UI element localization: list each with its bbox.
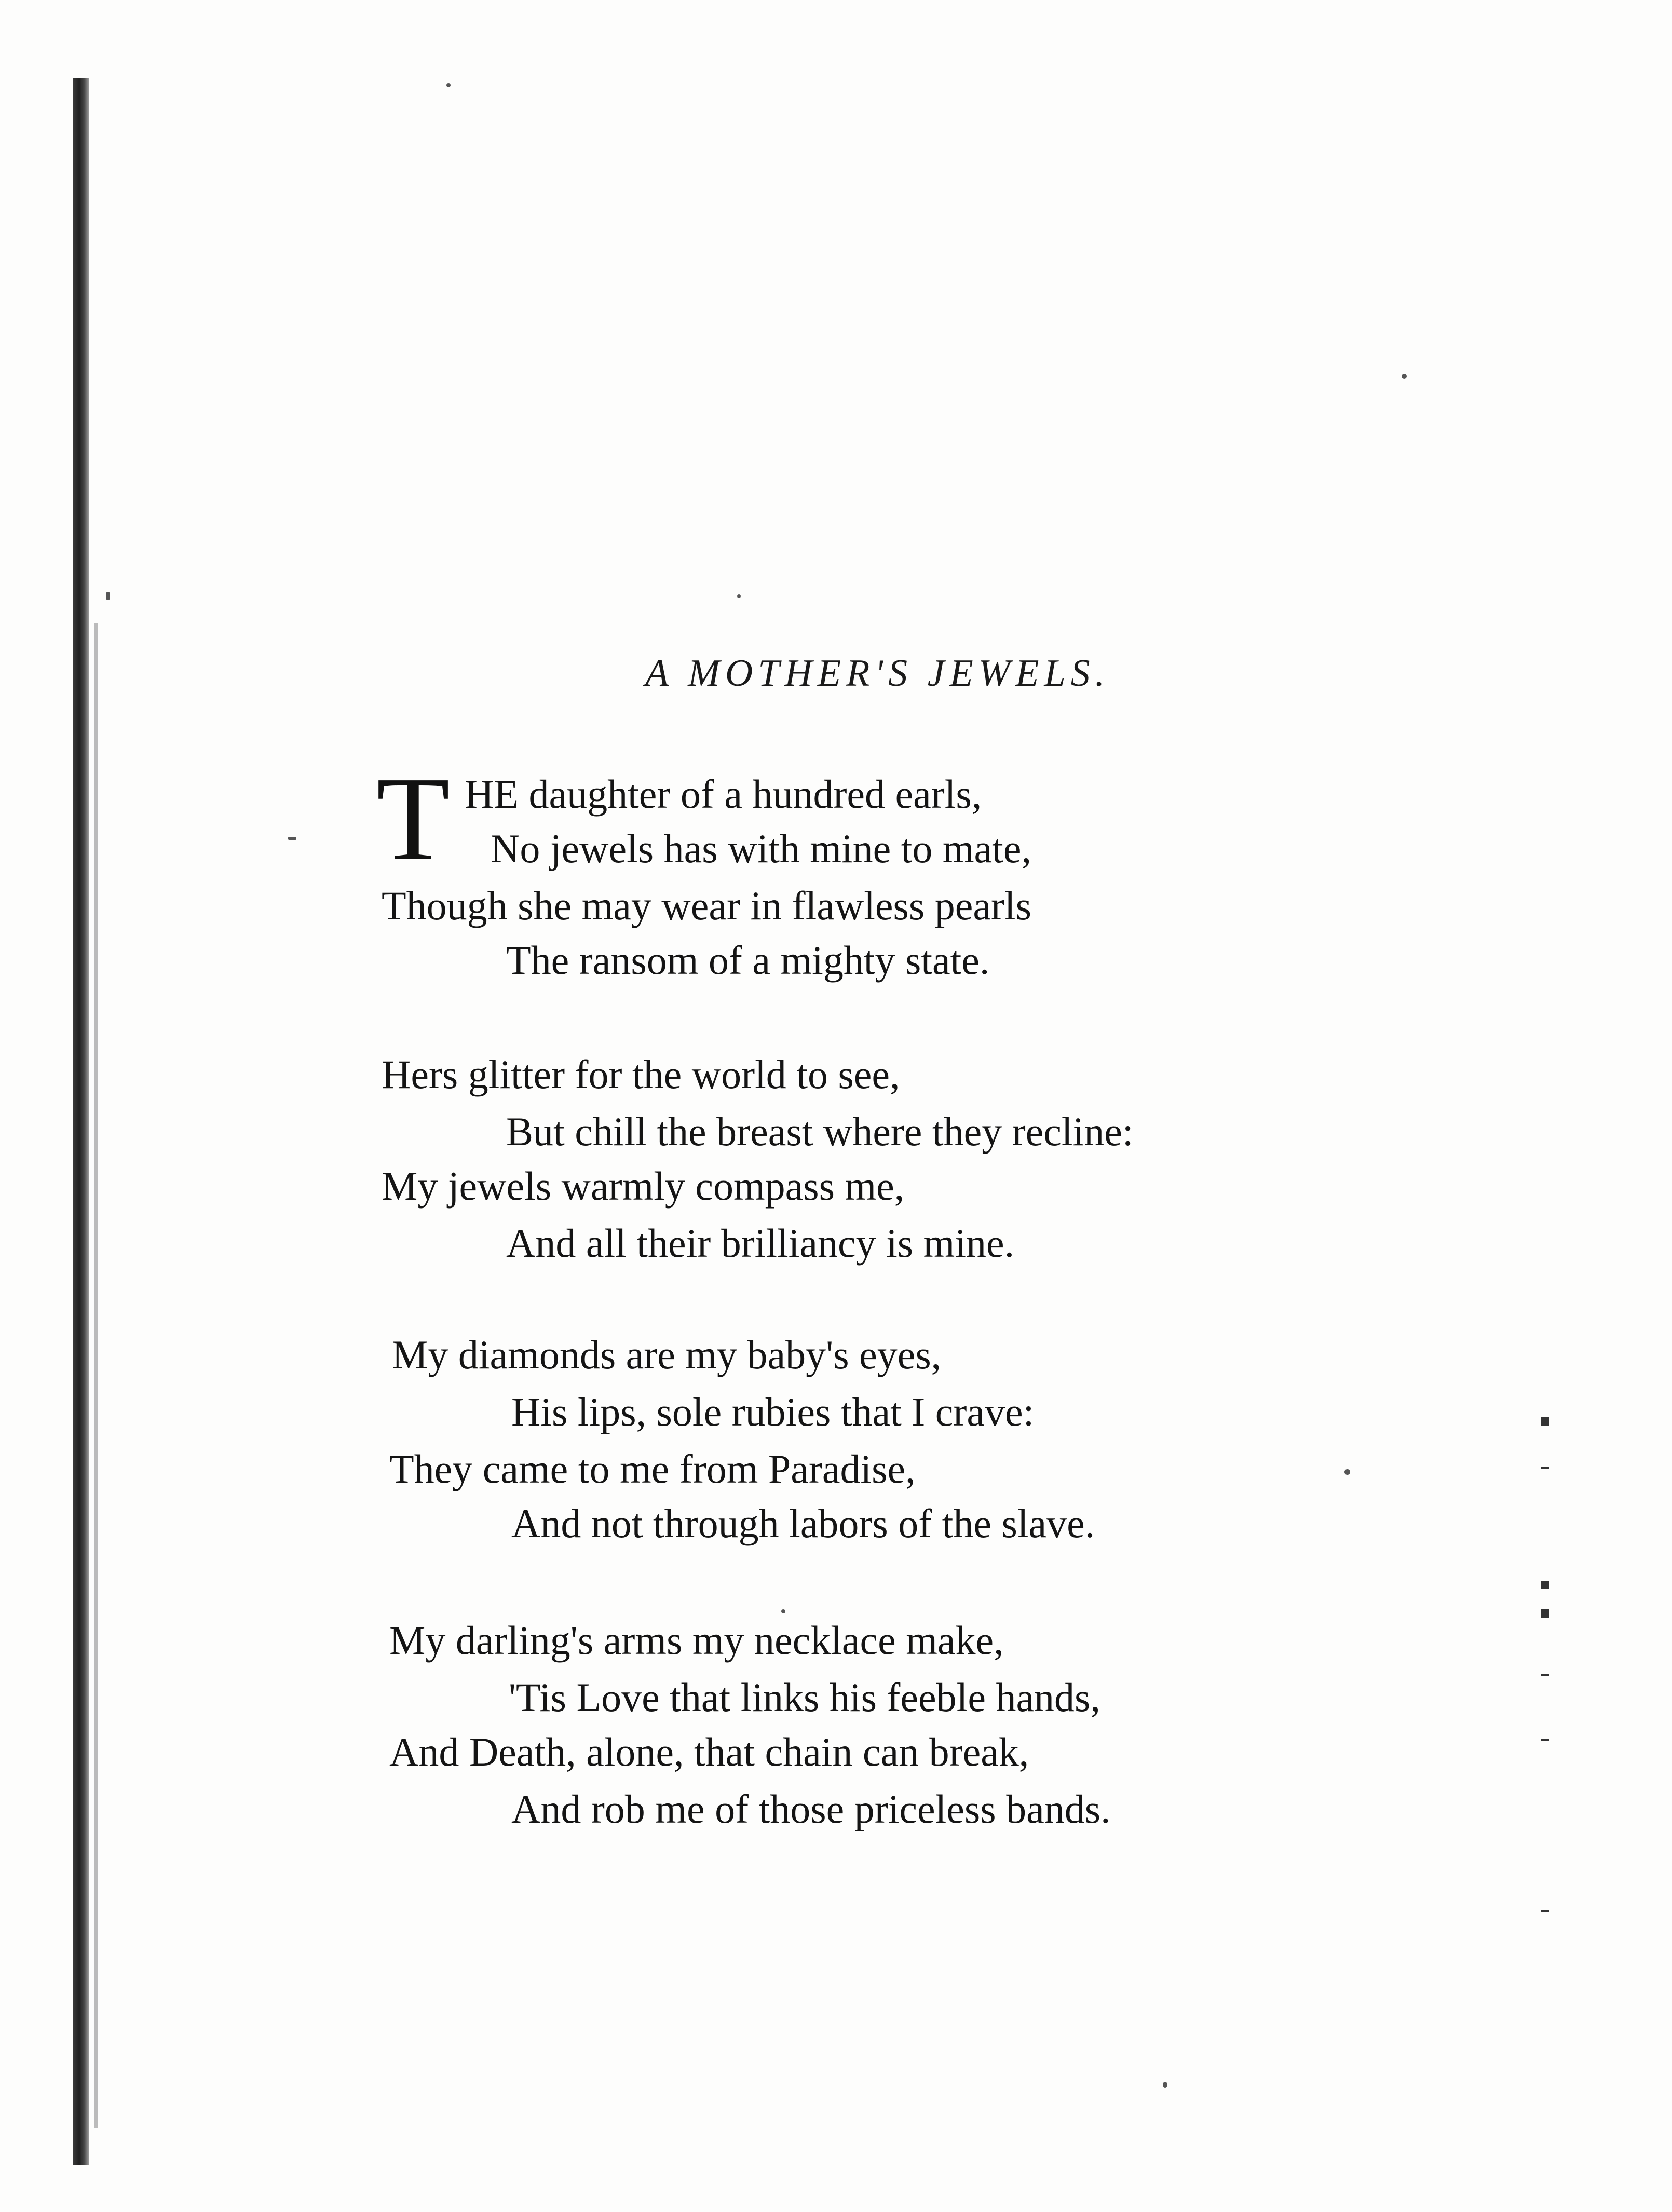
print-speck bbox=[1163, 2082, 1167, 2088]
poem-line: No jewels has with mine to mate, bbox=[491, 826, 1031, 871]
poem-line: My darling's arms my necklace make, bbox=[389, 1618, 1004, 1663]
poem-line: And rob me of those priceless bands. bbox=[511, 1786, 1111, 1831]
poem-line: My jewels warmly compass me, bbox=[382, 1163, 905, 1209]
print-speck bbox=[1344, 1469, 1350, 1475]
edge-mark bbox=[1541, 1467, 1549, 1469]
poem-line: And all their brilliancy is mine. bbox=[506, 1220, 1015, 1266]
edge-mark bbox=[1541, 1739, 1549, 1741]
edge-mark bbox=[1541, 1910, 1549, 1912]
drop-cap: T bbox=[376, 752, 450, 886]
poem-body bbox=[376, 752, 1238, 1874]
edge-mark bbox=[1541, 1609, 1549, 1618]
print-speck bbox=[737, 594, 741, 598]
edge-mark bbox=[1541, 1417, 1549, 1426]
print-speck bbox=[288, 837, 296, 840]
poem-line: And Death, alone, that chain can break, bbox=[389, 1729, 1029, 1774]
poem-line: Hers glitter for the world to see, bbox=[382, 1052, 900, 1097]
binding-edge bbox=[73, 78, 89, 2165]
poem-line: But chill the breast where they recline: bbox=[506, 1109, 1134, 1154]
poem-line: And not through labors of the slave. bbox=[511, 1501, 1095, 1546]
poem-line: They came to me from Paradise, bbox=[389, 1446, 916, 1491]
print-speck bbox=[1402, 374, 1407, 379]
edge-mark bbox=[1541, 1674, 1549, 1676]
binding-shadow bbox=[94, 623, 98, 2128]
poem-line: 'Tis Love that links his feeble hands, bbox=[509, 1675, 1100, 1720]
poem-line: The ransom of a mighty state. bbox=[506, 938, 990, 983]
poem-line: My diamonds are my baby's eyes, bbox=[392, 1332, 942, 1377]
poem-title: A MOTHER'S JEWELS. bbox=[645, 652, 1110, 695]
poem-line: His lips, sole rubies that I crave: bbox=[511, 1389, 1035, 1434]
print-speck bbox=[106, 592, 110, 600]
print-speck bbox=[446, 83, 451, 87]
poem-line: HE daughter of a hundred earls, bbox=[465, 771, 982, 817]
edge-mark bbox=[1541, 1581, 1549, 1589]
poem-line: Though she may wear in flawless pearls bbox=[382, 883, 1031, 928]
